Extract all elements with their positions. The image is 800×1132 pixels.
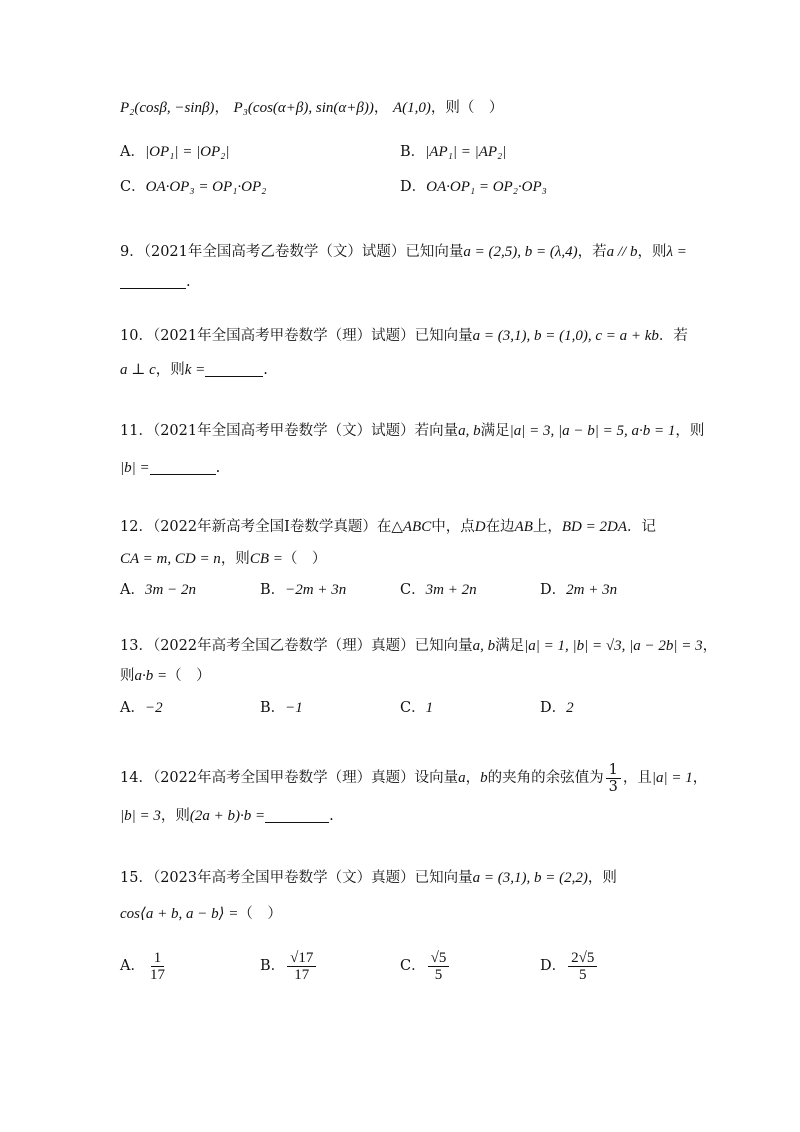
q9-condition: a // b <box>606 244 638 260</box>
q15-option-a[interactable]: A． $\frac{1}{17}$ <box>120 949 165 983</box>
q13-option-b[interactable]: B．−1 <box>260 700 303 716</box>
q10-ask: k = <box>184 362 206 378</box>
q13-stem: 13．（2022年高考全国乙卷数学（理）真题）已知向量a, b满足|a| = 1, |b| = √3, |a − 2b| = 3， <box>120 638 718 654</box>
q9-vectors: a = (2,5), b = (λ,4) <box>463 244 578 260</box>
q15-ask: cos⟨a + b, a − b⟩ = <box>120 906 239 922</box>
q8-p2: P₂(cosβ, −sinβ) <box>120 100 215 116</box>
q14-cosine-fraction: $\frac{1}{3}$ <box>606 762 621 795</box>
q15-stem: 15．（2023年高考全国甲卷数学（文）真题）已知向量a = (3,1), b = (2,2)，则 <box>120 870 617 886</box>
q14-answer-blank[interactable] <box>265 808 329 823</box>
q14-line2: |b| = 3，则(2a + b)·b = . <box>120 808 334 824</box>
q8-p3: P₃(cos(α+β), sin(α+β)) <box>233 100 374 116</box>
q9-answer-line: . <box>120 270 191 294</box>
q13-ask: a·b = <box>134 668 168 684</box>
q14-stem: 14．（2022年高考全国甲卷数学（理）真题）设向量a，b的夹角的余弦值为 $\frac{1}{3}$ ，且|a| = 1， <box>120 761 708 795</box>
q12-option-a[interactable]: A．3m − 2n <box>120 582 196 598</box>
q13-option-d[interactable]: D．2 <box>540 700 574 716</box>
q14-ask: (2a + b)·b = <box>189 808 266 824</box>
q11-condition: |a| = 3, |a − b| = 5, a·b = 1 <box>509 423 676 439</box>
q12-definition: CA = m, CD = n <box>120 551 221 567</box>
q13-line2: 则a·b =（ ） <box>120 668 211 684</box>
q11-ask: |b| = <box>120 460 150 476</box>
q13-condition: |a| = 1, |b| = √3, |a − 2b| = 3 <box>524 638 703 654</box>
q9-stem: 9．（2021年全国高考乙卷数学（文）试题）已知向量a = (2,5), b = (λ,4)，若a // b，则λ = <box>120 244 687 260</box>
q8-stem: P₂(cosβ, −sinβ)， P₃(cos(α+β), sin(α+β))， A(1,0)，则（ ） <box>120 100 504 116</box>
q8-option-d[interactable]: D．OA·OP₁ = OP₂·OP₃ <box>400 179 547 195</box>
q8-a: A(1,0) <box>392 100 431 116</box>
q12-stem: 12．（2022年新高考全国I卷数学真题）在△ABC中，点D在边AB上，BD = 2DA．记 <box>120 519 657 535</box>
q8-option-c[interactable]: C．OA·OP₃ = OP₁·OP₂ <box>120 179 267 195</box>
q13-option-a[interactable]: A．−2 <box>120 700 163 716</box>
q8-tail: ，则（ ） <box>430 100 504 116</box>
q12-option-c[interactable]: C．3m + 2n <box>400 582 477 598</box>
q8-option-b[interactable]: B．|AP₁| = |AP₂| <box>400 144 507 160</box>
q10-answer-blank[interactable] <box>205 362 263 377</box>
q15-option-c[interactable]: C． $\frac{√5}{5}$ <box>400 946 451 986</box>
q10-line2: a ⊥ c，则k = . <box>120 362 268 378</box>
q10-vectors: a = (3,1), b = (1,0), c = a + kb <box>472 328 659 344</box>
q15-vectors: a = (3,1), b = (2,2) <box>472 870 588 886</box>
q10-stem: 10．（2021年全国高考甲卷数学（理）试题）已知向量a = (3,1), b = (1,0), c = a + kb．若 <box>120 328 688 344</box>
q13-option-c[interactable]: C．1 <box>400 700 434 716</box>
q15-line2: cos⟨a + b, a − b⟩ =（ ） <box>120 906 282 922</box>
q11-stem: 11．（2021年全国高考甲卷数学（文）试题）若向量a, b满足|a| = 3, |a − b| = 5, a·b = 1，则 <box>120 423 705 439</box>
q9-answer-blank[interactable] <box>120 274 186 289</box>
q12-ask: CB = <box>249 551 283 567</box>
q8-option-a[interactable]: A．|OP₁| = |OP₂| <box>120 144 230 160</box>
q15-option-d[interactable]: D． $\frac{2√5}{5}$ <box>540 946 599 986</box>
q11-line2: |b| = . <box>120 460 221 476</box>
q10-condition: a ⊥ c <box>120 362 156 378</box>
q12-line2: CA = m, CD = n，则CB =（ ） <box>120 551 327 567</box>
q9-ask: λ = <box>666 244 687 260</box>
q12-option-b[interactable]: B．−2m + 3n <box>260 582 347 598</box>
q12-option-d[interactable]: D．2m + 3n <box>540 582 618 598</box>
q11-answer-blank[interactable] <box>150 460 216 475</box>
q15-option-b[interactable]: B． $\frac{√17}{17}$ <box>260 946 318 986</box>
